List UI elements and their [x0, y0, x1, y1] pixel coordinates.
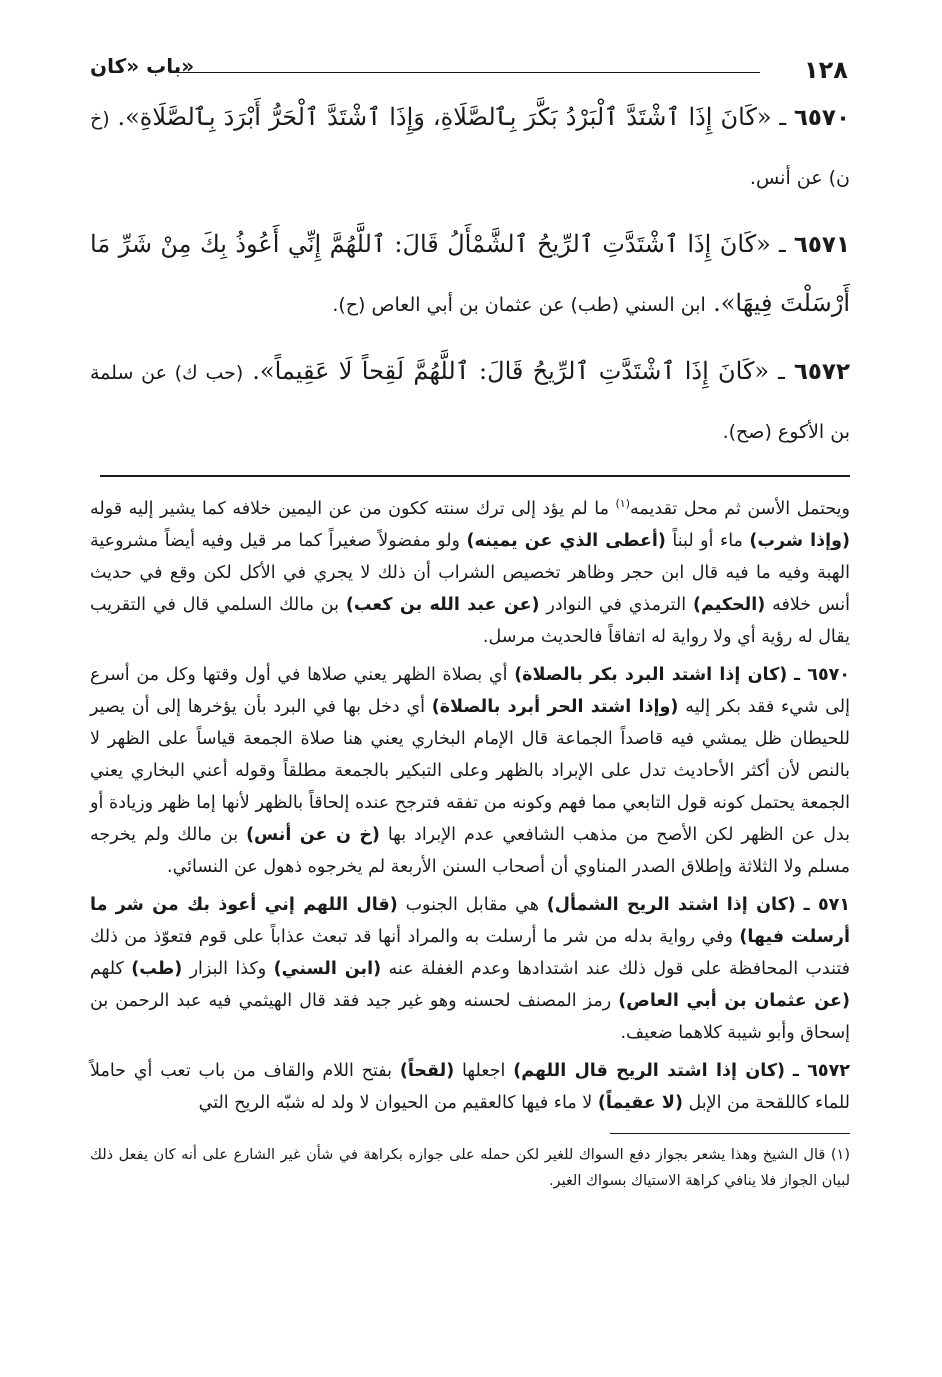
commentary-text: الترمذي في النوادر [539, 595, 693, 615]
hadith-6571: ٦٥٧١ ـ «كَانَ إِذَا ٱشْتَدَّتِ ٱلرِّيحُ ٱلشَّمْأَلُ قَالَ: ٱللَّهُمَّ إِنِّي أَعُوذُ بِكَ مِنْ شَرِّ مَا أَرْسَلْتَ فِيهَا». ابن السني (طب) عن عثمان بن أبي العاص (ح). [90, 230, 850, 317]
commentary-text: ما لم يؤد إلى ترك سنته ككون من عن اليمين خلافه كما يشير إليه قوله [90, 499, 616, 519]
commentary-quote: (خ ن عن أنس) [246, 825, 380, 845]
footnote-divider [610, 1133, 850, 1134]
commentary-text: ويحتمل الأسن ثم محل تقديمه [630, 499, 850, 519]
footnote: (١) قال الشيخ وهذا يشعر بجواز دفع السواك للغير لكن حمله على جوازه بكراهة في شأن غير الشارع على أنه كان يفعل ذلك لبيان الجواز فلا ينافي كراهة الاستياك بسواك الغير. [90, 1147, 850, 1189]
commentary-text: أي دخل بها في البرد بأن يؤخرها إلى أن يصير للحيطان ظل يمشي فيه قاصداً الجماعة قال الإمام البخاري يعني هنا صلاة الجمعة قياساً على الظهر لا بالنص لأن أكثر الأحاديث تدل على الإبراد بالظهر وعلى التبكير بالجمعة مطلقاً وقوله أعني البخاري يعني الجمعة يحتمل كونه قول التابعي مما فهم وكونه من تفقه فترجح عنده إلحاقاً بالظهر لأنها إما ظهر وزيادة أو بدل عن الظهر لكن الأصح من مذهب الشافعي عدم الإبراد بها [90, 697, 850, 845]
hadith-text: «كَانَ إِذَا ٱشْتَدَّتِ ٱلرِّيحُ ٱلشَّمْأَلُ قَالَ: ٱللَّهُمَّ إِنِّي أَعُوذُ بِكَ مِنْ شَرِّ مَا أَرْسَلْتَ فِيهَا». [90, 230, 850, 317]
commentary-text: أي بصلاة الظهر يعني صلاها في أول وقتها وكل من أسرع إلى شيء فقد بكر إليه [90, 665, 851, 717]
commentary-quote: (عن عبد الله بن كعب) [345, 595, 540, 615]
footnote-ref[interactable]: (١) [615, 497, 631, 511]
commentary-quote: (عن عثمان بن أبي العاص) [618, 991, 850, 1011]
commentary-text: هي مقابل الجنوب [397, 895, 547, 915]
commentary-quote: (كان إذا اشتد الريح قال اللهم) [513, 1061, 786, 1081]
commentary-6572 [90, 1055, 850, 1119]
page-number: ١٢٨ [804, 56, 848, 84]
commentary-text: اجعلها [454, 1061, 514, 1081]
hadith-source: ابن السني (طب) عن عثمان بن أبي العاص (ح). [332, 294, 706, 316]
commentary-text: وفي رواية بدله من شر ما أرسلت به والمراد أنها قد تبعث عذاباً على قوم فتعوّذ من ذلك فتندب المحافظة على قول ذلك عند اشتدادها وعدم الغفلة عنه [90, 927, 851, 979]
hadith-text: «كَانَ إِذَا ٱشْتَدَّتِ ٱلرِّيحُ قَالَ: ٱللَّهُمَّ لَقِحاً لَا عَقِيماً». [252, 357, 770, 385]
commentary-quote: (لا عقيماً) [597, 1093, 683, 1113]
commentary-6571 [90, 889, 850, 1049]
commentary-quote: (أعطى الذي عن يمينه) [466, 531, 666, 551]
book-page [90, 48, 850, 1348]
commentary-quote: (ابن السني) [273, 959, 382, 979]
commentary-text: كلهم [90, 959, 132, 979]
hadith-6572: ٦٥٧٢ ـ «كَانَ إِذَا ٱشْتَدَّتِ ٱلرِّيحُ قَالَ: ٱللَّهُمَّ لَقِحاً لَا عَقِيماً». (حب ك) عن سلمة بن الأكوع (صح). [90, 357, 851, 443]
commentary-quote: (وإذا شرب) [749, 531, 850, 551]
commentary-text: بن مالك السلمي قال في التقريب يقال له رؤية أي ولا رواية له اتفاقاً فالحديث مرسل. [90, 595, 850, 647]
commentary-number: ٦٥٧٠ ـ [794, 665, 850, 685]
commentary-text: ولو مفضولاً صغيراً كما مر قيل وفيه أيضاً مشروعية الهبة وفيه ما فيه قال ابن حجر وظاهر تخصيص الشراب أن ذلك لا يجري في الأكل لكن وقع في حديث أنس خلافه [90, 531, 850, 615]
commentary-text: وكذا البزار [182, 959, 274, 979]
commentary-text: بفتح اللام والقاف من باب تعب أي حاملاً للماء كاللقحة من الإبل [90, 1061, 850, 1113]
commentary-quote: (وإذا اشتد الحر أبرد بالصلاة) [431, 697, 679, 717]
commentary-6570 [90, 659, 850, 883]
commentary-text: رمز المصنف لحسنه وهو غير جيد فقد قال الهيثمي فيه عبد الرحمن بن إسحاق وأبو شيبة كلاهما ضعيف. [90, 991, 850, 1043]
hadith-number: ٦٥٧٢ [793, 359, 851, 385]
header-rule [178, 72, 760, 73]
commentary-quote: (طب) [131, 959, 183, 979]
commentary-quote: (قال اللهم إني أعوذ بك من شر ما أرسلت فيها) [90, 895, 850, 947]
commentary-quote: (الحكيم) [692, 595, 766, 615]
hadith-source: (حب ك) عن سلمة بن الأكوع (صح). [90, 362, 850, 443]
commentary-text: ماء أو لبناً [665, 531, 750, 551]
hadith-6570: ٦٥٧٠ ـ «كَانَ إِذَا ٱشْتَدَّ ٱلْبَرْدُ بَكَّرَ بِٱلصَّلَاةِ، وَإِذَا ٱشْتَدَّ ٱلْحَرُّ أَبْرَدَ بِٱلصَّلَاةِ». (خ ن) عن أنس. [90, 103, 850, 189]
hadith-text: «كَانَ إِذَا ٱشْتَدَّ ٱلْبَرْدُ بَكَّرَ بِٱلصَّلَاةِ، وَإِذَا ٱشْتَدَّ ٱلْحَرُّ أَبْرَدَ بِٱلصَّلَاةِ». [117, 103, 772, 131]
commentary-quote: (لقحاً) [399, 1061, 455, 1081]
commentary-text: لا ماء فيها كالعقيم من الحيوان لا ولد له شبّه الريح التي [198, 1093, 598, 1113]
hadith-source: (خ ن) عن أنس. [90, 108, 850, 189]
commentary-number: ٥٧١ ـ [803, 895, 850, 915]
commentary-text: بن مالك ولم يخرجه مسلم ولا الثلاثة وإطلاق الصدر المناوي أن أصحاب السنن الأربعة لم يخرجوه ذهول عن النسائي. [90, 825, 850, 877]
commentary-number: ٦٥٧٢ ـ [792, 1061, 850, 1081]
commentary-quote: (كان إذا اشتد الريح الشمأل) [546, 895, 796, 915]
hadith-number: ٦٥٧٠ [793, 105, 850, 131]
running-header [90, 48, 850, 88]
commentary-quote: (كان إذا اشتد البرد بكر بالصلاة) [514, 665, 788, 685]
chapter-title: باب «كان» [90, 54, 195, 78]
hadith-number: ٦٥٧١ [793, 232, 850, 258]
text-commentary-divider [100, 475, 850, 477]
commentary-intro [90, 493, 850, 653]
